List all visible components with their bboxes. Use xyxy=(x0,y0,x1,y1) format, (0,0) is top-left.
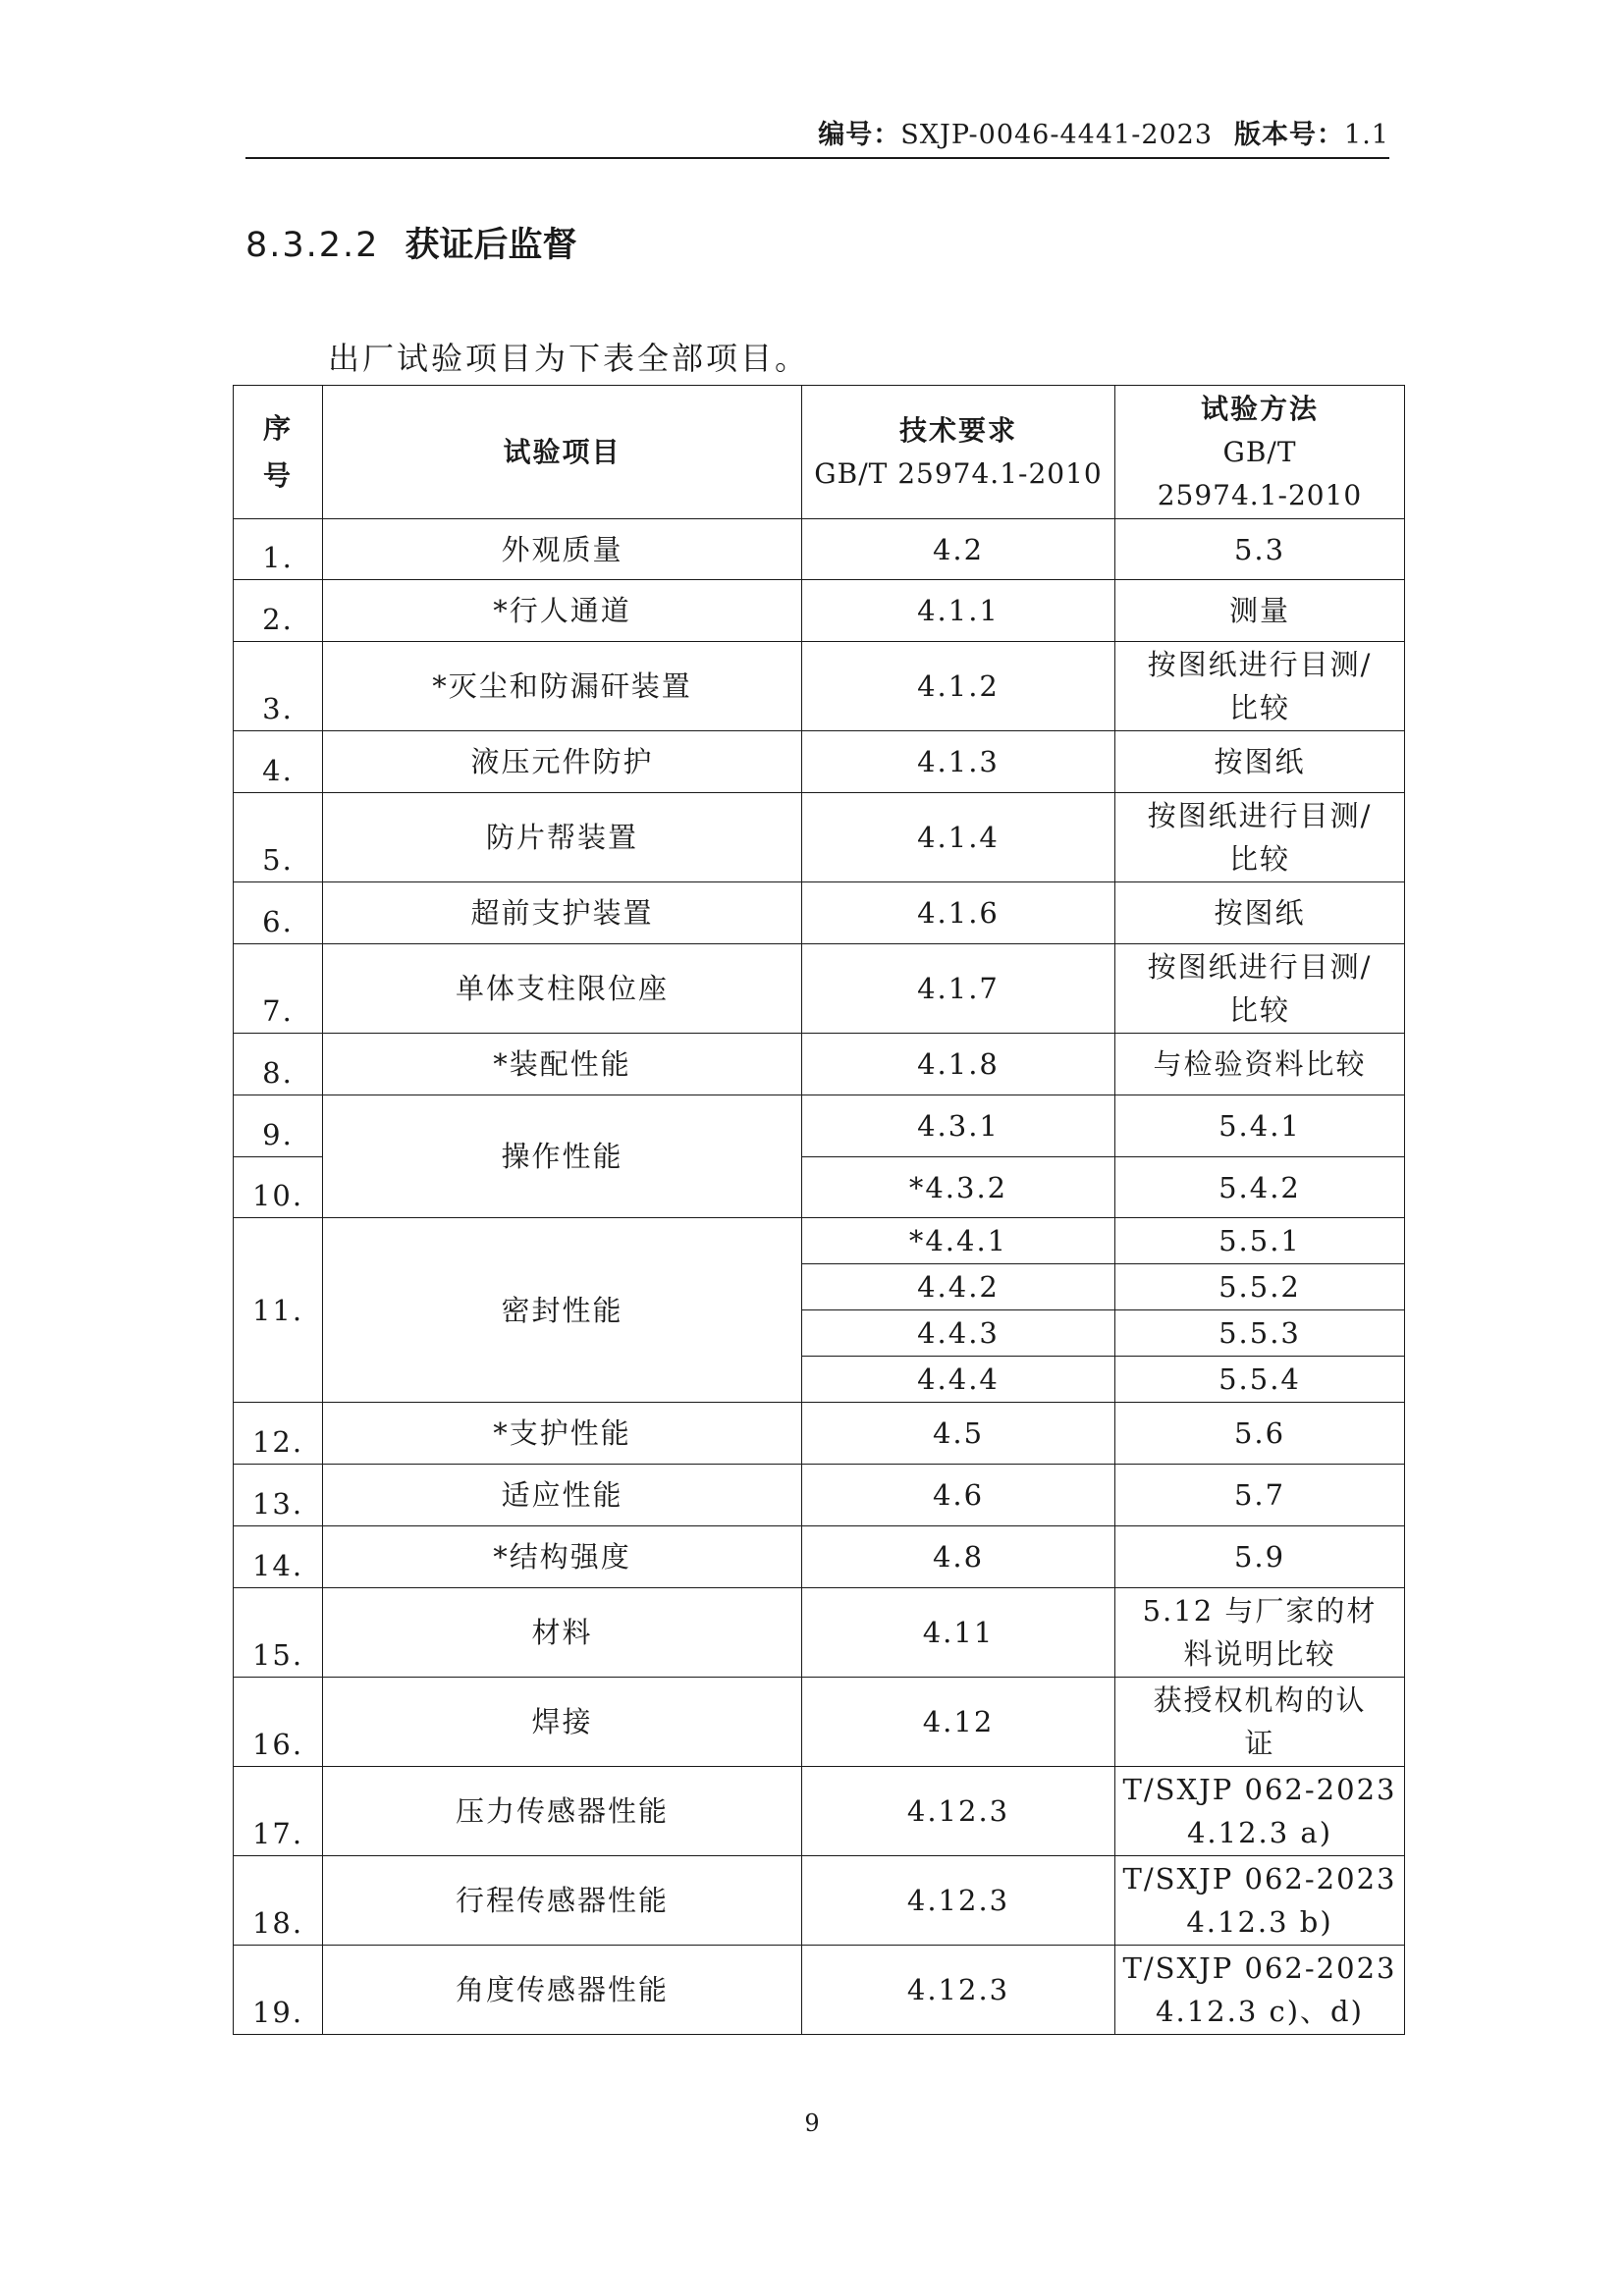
row-method: 5.6 xyxy=(1115,1403,1405,1465)
row-item: 外观质量 xyxy=(323,519,802,580)
table-header-row xyxy=(234,386,1405,519)
row-method xyxy=(1115,1856,1405,1946)
row-requirement: 4.12.3 xyxy=(802,1946,1115,2035)
section-heading xyxy=(245,218,576,273)
test-items-table xyxy=(233,385,1405,2035)
row-item: 角度传感器性能 xyxy=(323,1946,802,2035)
header-method xyxy=(1115,386,1405,519)
row-method xyxy=(1115,1588,1405,1678)
row-method-line-2: 4.12.3 c)、d) xyxy=(1156,1995,1364,2028)
header-seq: 序号 xyxy=(234,386,323,519)
table-row xyxy=(234,642,1405,731)
row-seq: 12. xyxy=(234,1403,323,1465)
row-requirement: 4.5 xyxy=(802,1403,1115,1465)
row-item: 单体支柱限位座 xyxy=(323,944,802,1034)
row-method: 5.7 xyxy=(1115,1465,1405,1526)
row-method-line-2: 比较 xyxy=(1228,993,1290,1027)
row-requirement: 4.1.6 xyxy=(802,882,1115,944)
row-requirement: 4.1.4 xyxy=(802,793,1115,882)
row-method-line-1: T/SXJP 062-2023 xyxy=(1122,1862,1397,1896)
row-requirement: 4.4.2 xyxy=(802,1264,1115,1310)
table-row xyxy=(234,1588,1405,1678)
header-method-standard-1: GB/T xyxy=(1222,435,1297,468)
table-row xyxy=(234,793,1405,882)
row-method-line-2: 比较 xyxy=(1228,842,1290,876)
row-requirement: 4.4.4 xyxy=(802,1357,1115,1403)
document-header xyxy=(245,116,1389,155)
table-row xyxy=(234,944,1405,1034)
row-method-line-2: 4.12.3 a) xyxy=(1186,1816,1333,1849)
row-method: 5.4.1 xyxy=(1115,1095,1405,1157)
row-requirement: 4.12 xyxy=(802,1678,1115,1767)
section-number: 8.3.2.2 xyxy=(245,226,380,265)
row-method: 5.4.2 xyxy=(1115,1157,1405,1218)
row-method-line-1: 5.12 与厂家的材 xyxy=(1142,1594,1378,1628)
row-seq: 6. xyxy=(234,882,323,944)
header-requirement-standard: GB/T 25974.1-2010 xyxy=(814,456,1103,490)
row-method: 5.5.3 xyxy=(1115,1310,1405,1357)
header-method-title: 试验方法 xyxy=(1200,392,1319,425)
row-requirement: 4.1.2 xyxy=(802,642,1115,731)
row-method: 5.5.1 xyxy=(1115,1218,1405,1264)
row-method-line-2: 比较 xyxy=(1228,691,1290,724)
row-item: 密封性能 xyxy=(323,1218,802,1403)
row-item: 适应性能 xyxy=(323,1465,802,1526)
row-item: 压力传感器性能 xyxy=(323,1767,802,1856)
row-seq: 1. xyxy=(234,519,323,580)
table-row xyxy=(234,1946,1405,2035)
row-item: *行人通道 xyxy=(323,580,802,642)
code-value: SXJP-0046-4441-2023 xyxy=(900,120,1214,150)
table-row xyxy=(234,1403,1405,1465)
row-method xyxy=(1115,1678,1405,1767)
row-requirement: 4.1.7 xyxy=(802,944,1115,1034)
row-item: *支护性能 xyxy=(323,1403,802,1465)
row-method: 按图纸 xyxy=(1115,882,1405,944)
row-seq: 9. xyxy=(234,1095,323,1157)
code-label: 编号： xyxy=(818,120,901,150)
row-item: *装配性能 xyxy=(323,1034,802,1095)
row-seq: 8. xyxy=(234,1034,323,1095)
row-seq: 19. xyxy=(234,1946,323,2035)
table-row xyxy=(234,519,1405,580)
header-item: 试验项目 xyxy=(323,386,802,519)
table-row xyxy=(234,1526,1405,1588)
row-seq: 13. xyxy=(234,1465,323,1526)
header-divider xyxy=(245,157,1389,159)
row-requirement: 4.3.1 xyxy=(802,1095,1115,1157)
table-row xyxy=(234,882,1405,944)
row-seq: 18. xyxy=(234,1856,323,1946)
row-requirement: *4.4.1 xyxy=(802,1218,1115,1264)
row-method xyxy=(1115,793,1405,882)
header-method-standard-2: 25974.1-2010 xyxy=(1157,478,1363,511)
table-row xyxy=(234,1034,1405,1095)
row-method-line-1: 按图纸进行目测/ xyxy=(1147,799,1373,832)
row-seq: 11. xyxy=(234,1218,323,1403)
row-requirement: 4.1.1 xyxy=(802,580,1115,642)
row-item: 操作性能 xyxy=(323,1095,802,1218)
row-item: 材料 xyxy=(323,1588,802,1678)
header-requirement xyxy=(802,386,1115,519)
row-method xyxy=(1115,1946,1405,2035)
row-method: 5.5.2 xyxy=(1115,1264,1405,1310)
row-item: *灭尘和防漏矸装置 xyxy=(323,642,802,731)
row-method-line-1: 获授权机构的认 xyxy=(1153,1683,1367,1717)
row-item: 行程传感器性能 xyxy=(323,1856,802,1946)
row-method: 测量 xyxy=(1115,580,1405,642)
version-label: 版本号： xyxy=(1234,120,1345,150)
row-method-line-1: T/SXJP 062-2023 xyxy=(1122,1773,1397,1806)
row-method-line-1: T/SXJP 062-2023 xyxy=(1122,1951,1397,1985)
intro-paragraph: 出厂试验项目为下表全部项目。 xyxy=(328,340,810,377)
table-row xyxy=(234,580,1405,642)
table-row xyxy=(234,1767,1405,1856)
table-row xyxy=(234,1095,1405,1157)
row-seq: 15. xyxy=(234,1588,323,1678)
row-seq: 17. xyxy=(234,1767,323,1856)
version-value: 1.1 xyxy=(1344,120,1389,150)
row-method: 与检验资料比较 xyxy=(1115,1034,1405,1095)
row-method xyxy=(1115,944,1405,1034)
row-requirement: 4.2 xyxy=(802,519,1115,580)
table-row xyxy=(234,1678,1405,1767)
row-requirement: 4.12.3 xyxy=(802,1767,1115,1856)
row-method: 5.3 xyxy=(1115,519,1405,580)
row-requirement: 4.1.3 xyxy=(802,731,1115,793)
row-method: 5.9 xyxy=(1115,1526,1405,1588)
row-method-line-1: 按图纸进行目测/ xyxy=(1147,950,1373,984)
row-requirement: 4.1.8 xyxy=(802,1034,1115,1095)
row-seq: 2. xyxy=(234,580,323,642)
row-method-line-2: 4.12.3 b) xyxy=(1186,1905,1333,1939)
row-method: 按图纸 xyxy=(1115,731,1405,793)
row-item: 防片帮装置 xyxy=(323,793,802,882)
row-method: 5.5.4 xyxy=(1115,1357,1405,1403)
row-item: 焊接 xyxy=(323,1678,802,1767)
table-row xyxy=(234,1465,1405,1526)
row-seq: 5. xyxy=(234,793,323,882)
row-method-line-1: 按图纸进行目测/ xyxy=(1147,648,1373,681)
row-seq: 14. xyxy=(234,1526,323,1588)
section-title: 获证后监督 xyxy=(405,226,577,265)
row-method-line-2: 证 xyxy=(1244,1727,1275,1760)
row-seq: 16. xyxy=(234,1678,323,1767)
row-item: 液压元件防护 xyxy=(323,731,802,793)
row-requirement: 4.6 xyxy=(802,1465,1115,1526)
row-seq: 7. xyxy=(234,944,323,1034)
row-requirement: 4.4.3 xyxy=(802,1310,1115,1357)
row-method xyxy=(1115,642,1405,731)
page-number: 9 xyxy=(804,2109,820,2137)
row-item: *结构强度 xyxy=(323,1526,802,1588)
row-item: 超前支护装置 xyxy=(323,882,802,944)
table-row xyxy=(234,1218,1405,1264)
table-row xyxy=(234,1856,1405,1946)
row-method-line-2: 料说明比较 xyxy=(1183,1637,1336,1671)
row-requirement: 4.8 xyxy=(802,1526,1115,1588)
row-seq: 4. xyxy=(234,731,323,793)
row-method xyxy=(1115,1767,1405,1856)
row-seq: 3. xyxy=(234,642,323,731)
header-requirement-title: 技术要求 xyxy=(898,413,1017,447)
row-seq: 10. xyxy=(234,1157,323,1218)
row-requirement: 4.11 xyxy=(802,1588,1115,1678)
row-requirement: 4.12.3 xyxy=(802,1856,1115,1946)
row-requirement: *4.3.2 xyxy=(802,1157,1115,1218)
table-row xyxy=(234,731,1405,793)
